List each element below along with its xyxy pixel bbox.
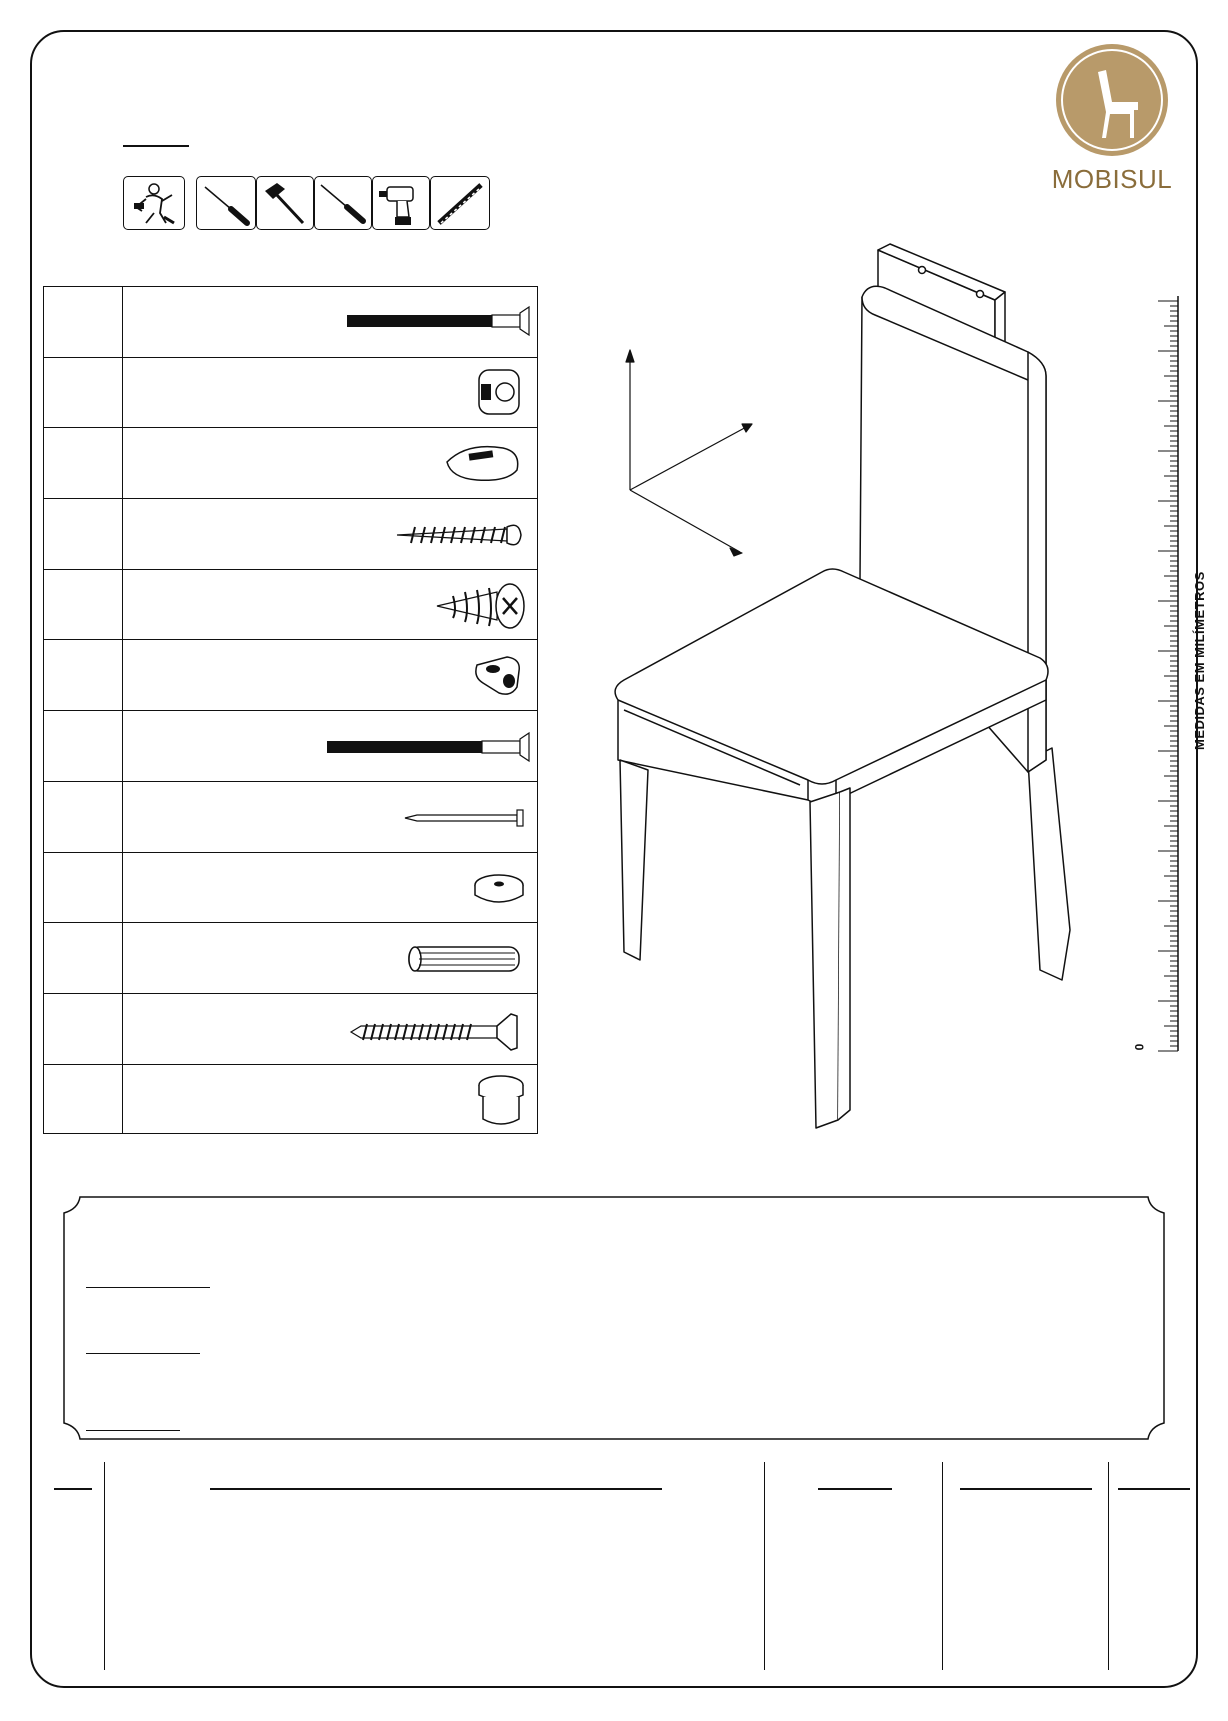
power-drill-icon xyxy=(373,177,429,229)
footer-column-divider xyxy=(1108,1462,1109,1670)
brand-name: MOBISUL xyxy=(1051,164,1173,194)
part-row xyxy=(44,1065,537,1136)
tool-drill-bit xyxy=(430,176,490,230)
tool-hammer xyxy=(256,176,314,230)
part-row xyxy=(44,782,537,853)
footer-rule xyxy=(54,1488,92,1490)
part-row xyxy=(44,711,537,782)
tools-heading-rule xyxy=(123,145,189,147)
tool-flat-screwdriver xyxy=(196,176,256,230)
footer-rule xyxy=(1118,1488,1190,1490)
chair-isometric-icon xyxy=(600,240,1120,1130)
ruler-label: MEDIDAS EM MILÍMETROS xyxy=(1192,571,1207,750)
long-bolt-icon xyxy=(317,287,537,357)
bolt-icon xyxy=(307,711,537,781)
footer-column-divider xyxy=(942,1462,943,1670)
nail-icon xyxy=(397,782,537,852)
footer-column-divider xyxy=(104,1462,105,1670)
tool-assembler xyxy=(123,176,185,230)
part-row xyxy=(44,641,537,712)
washer-icon xyxy=(417,853,537,923)
ruler-zero-label: 0 xyxy=(1132,1043,1147,1051)
assembler-person-icon xyxy=(124,177,184,229)
hammer-icon xyxy=(257,177,313,229)
part-row xyxy=(44,994,537,1065)
wood-dowel-icon xyxy=(357,923,537,993)
footer-title-rule xyxy=(210,1488,662,1490)
cover-cap-icon xyxy=(417,428,537,498)
part-row xyxy=(44,499,537,570)
phillips-screwdriver-icon xyxy=(315,177,371,229)
chair-logo-icon xyxy=(1046,40,1178,164)
part-row xyxy=(44,287,537,358)
note-heading-rule xyxy=(86,1430,180,1431)
footer-rule xyxy=(818,1488,892,1490)
long-screw-icon xyxy=(357,499,537,569)
part-row xyxy=(44,853,537,924)
countersunk-screw-icon xyxy=(337,994,537,1064)
notes-box xyxy=(60,1193,1168,1443)
short-wood-screw-icon xyxy=(397,570,537,640)
tool-power-drill xyxy=(372,176,430,230)
plastic-cap-icon xyxy=(417,1065,537,1135)
footer-column-divider xyxy=(764,1462,765,1670)
parts-table xyxy=(43,286,538,1134)
note-heading-rule xyxy=(86,1287,210,1288)
brand-logo xyxy=(1046,40,1178,200)
flat-screwdriver-icon xyxy=(197,177,255,229)
part-row xyxy=(44,358,537,429)
axes-icon xyxy=(626,350,752,556)
measuring-ruler xyxy=(1150,296,1180,1056)
part-row xyxy=(44,428,537,499)
part-row xyxy=(44,570,537,641)
note-heading-rule xyxy=(86,1353,200,1354)
corner-bracket-icon xyxy=(417,641,537,711)
part-row xyxy=(44,923,537,994)
drill-bit-icon xyxy=(431,177,489,229)
footer-rule xyxy=(960,1488,1092,1490)
cam-lock-icon xyxy=(417,358,537,428)
tool-phillips-screwdriver xyxy=(314,176,372,230)
